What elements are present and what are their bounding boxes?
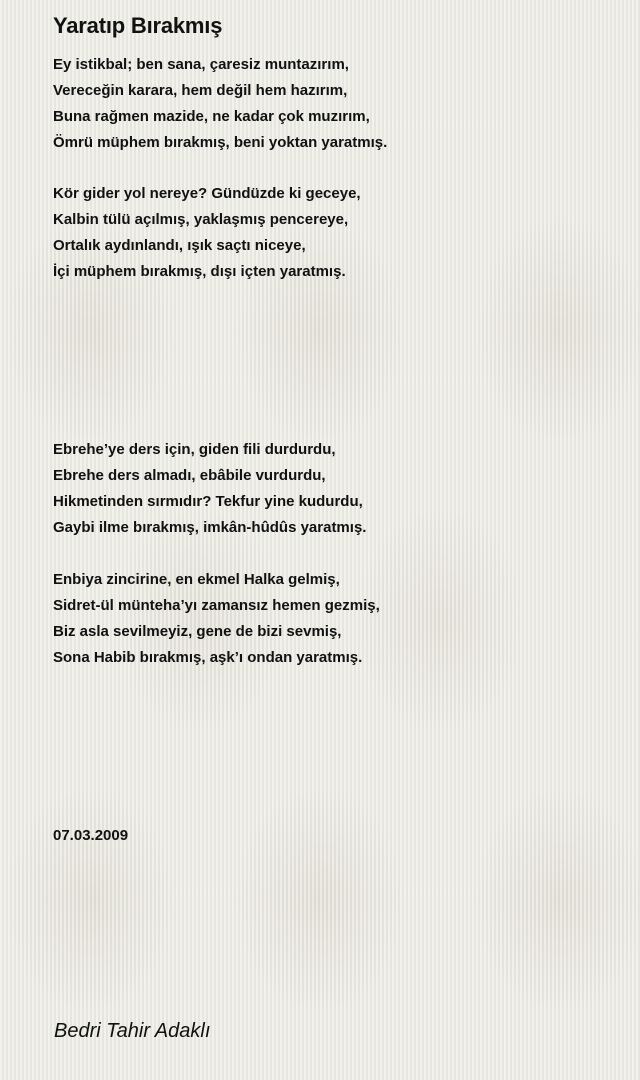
poem-line: Vereceğin karara, hem değil hem hazırım, (53, 82, 348, 99)
poem-line: Kalbin tülü açılmış, yaklaşmış pencereye, (53, 211, 349, 228)
stanza-1 (53, 52, 387, 156)
poem-line: Gaybi ilme bırakmış, imkân-hûdûs yaratmış. (53, 519, 367, 536)
poem-line: Hikmetinden sırmıdır? Tekfur yine kudurdu, (53, 493, 363, 510)
poem-line: Enbiya zincirine, en ekmel Halka gelmiş, (53, 571, 340, 588)
poem-line: Ortalık aydınlandı, ışık saçtı niceye, (53, 237, 306, 254)
poem-line: Ey istikbal; ben sana, çaresiz muntazırım, (53, 56, 349, 73)
poem-line: İçi müphem bırakmış, dışı içten yaratmış. (53, 263, 346, 280)
stanza-2 (53, 181, 361, 285)
poem-line: Biz asla sevilmeyiz, gene de bizi sevmiş, (53, 623, 342, 640)
poem-line: Sidret-ül münteha’yı zamansız hemen gezmiş, (53, 597, 380, 614)
poem-line: Ebrehe’ye ders için, giden fili durdurdu, (53, 441, 336, 458)
stanza-4 (53, 567, 380, 671)
stanza-3 (53, 437, 366, 541)
poem-line: Ebrehe ders almadı, ebâbile vurdurdu, (53, 467, 326, 484)
poem-line: Kör gider yol nereye? Gündüzde ki geceye, (53, 185, 361, 202)
poem-author: Bedri Tahir Adaklı (54, 1020, 211, 1042)
poem-line: Sona Habib bırakmış, aşk’ı ondan yaratmış. (53, 649, 363, 666)
poem-line: Ömrü müphem bırakmış, beni yoktan yaratmış. (53, 134, 388, 151)
poem-line: Buna rağmen mazide, ne kadar çok muzırım, (53, 108, 370, 125)
poem-date: 07.03.2009 (53, 827, 129, 844)
poem-title: Yaratıp Bırakmış (53, 13, 223, 38)
